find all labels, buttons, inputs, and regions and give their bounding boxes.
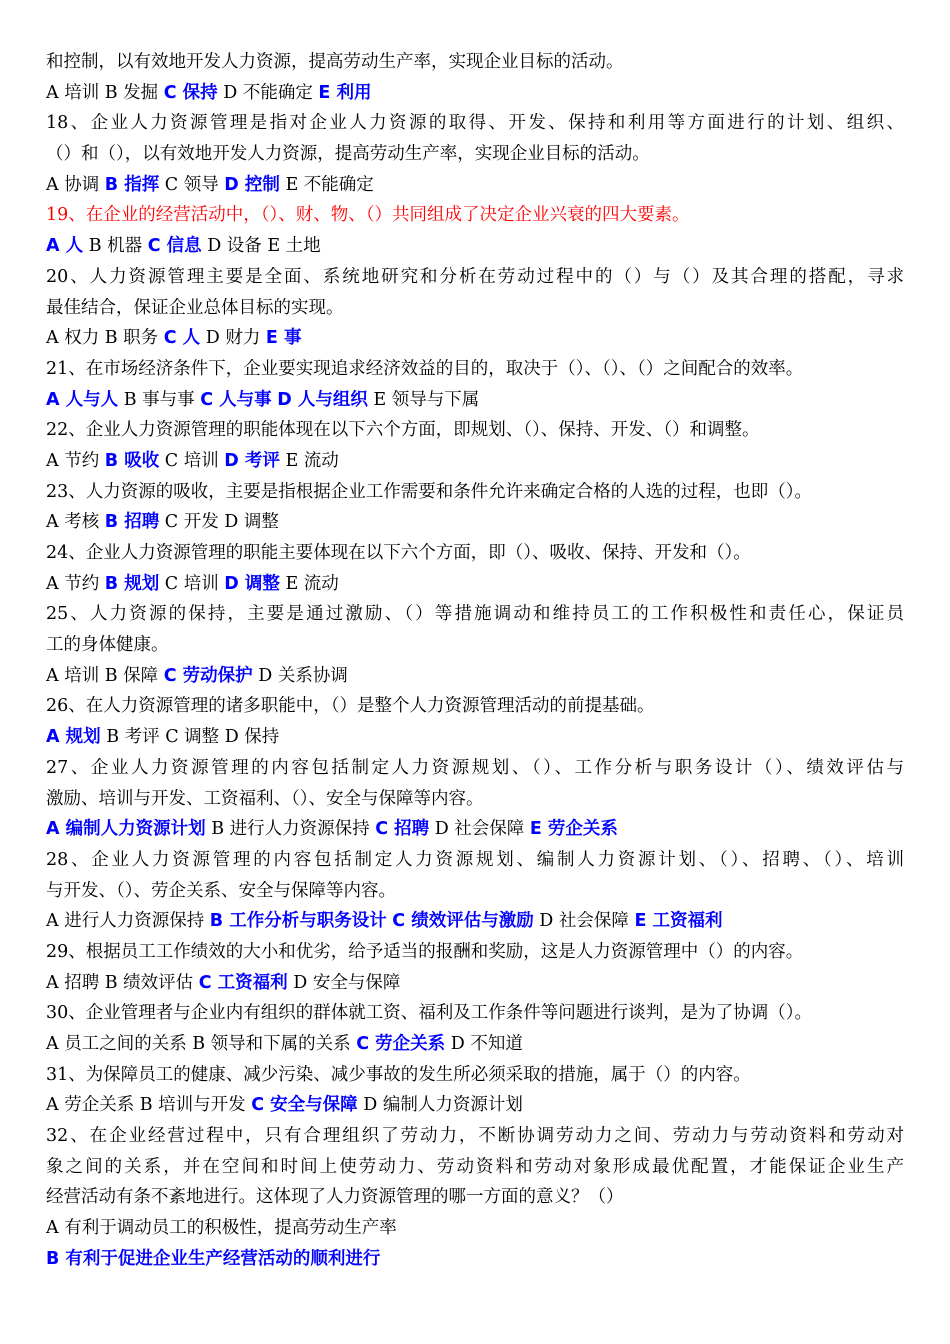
- line-text: D 安全与保障: [287, 972, 401, 993]
- answer-text: C 安全与保障: [251, 1095, 358, 1116]
- text-line: [46, 1029, 904, 1060]
- text-line: [46, 1090, 904, 1121]
- line-text: B 机器: [83, 236, 148, 257]
- answer-text: E 利用: [318, 82, 372, 103]
- text-line: [46, 78, 904, 109]
- line-text: C 培训: [159, 573, 225, 594]
- text-line: [46, 538, 904, 569]
- line-text: A 有利于调动员工的积极性，提高劳动生产率: [46, 1218, 397, 1239]
- line-text: 28、企业人力资源管理的内容包括制定人力资源规划、编制人力资源计划、（）、招聘、（）、培训: [46, 849, 904, 870]
- answer-text: B 有利于促进企业生产经营活动的顺利进行: [46, 1248, 381, 1269]
- text-line: [46, 998, 904, 1029]
- line-text: 和控制，以有效地开发人力资源，提高劳动生产率，实现企业目标的活动。: [46, 52, 624, 72]
- text-line: [46, 876, 904, 907]
- line-text: 24、企业人力资源管理的职能主要体现在以下六个方面，即（）、吸收、保持、开发和（）。: [46, 543, 751, 563]
- text-line: [46, 937, 904, 968]
- answer-text: C 招聘: [375, 819, 430, 840]
- text-line: [46, 1213, 904, 1244]
- line-text: B 进行人力资源保持: [205, 819, 376, 840]
- line-text: A 节约: [46, 573, 105, 594]
- answer-text: E 劳企关系: [529, 819, 618, 840]
- answer-text: A 人与人: [46, 389, 119, 410]
- answer-text: D 控制: [224, 174, 280, 195]
- answer-text: C 劳动保护: [163, 665, 253, 686]
- text-line: [46, 385, 904, 416]
- text-line: [46, 323, 904, 354]
- line-text: 25、人力资源的保持，主要是通过激励、（）等措施调动和维持员工的工作积极性和责任心，保证员: [46, 604, 904, 625]
- text-line: [46, 691, 904, 722]
- line-text: D 关系协调: [252, 665, 348, 686]
- text-line: [46, 47, 904, 78]
- answer-text: D 考评: [224, 450, 280, 471]
- text-line: [46, 814, 904, 845]
- text-line: [46, 293, 904, 324]
- answer-text: C 绩效评估与激励: [392, 911, 534, 932]
- answer-text: C 保持: [163, 82, 218, 103]
- line-text: 22、企业人力资源管理的职能体现在以下六个方面，即规划、（）、保持、开发、（）和调整。: [46, 420, 760, 441]
- text-line: [46, 507, 904, 538]
- text-line: [46, 415, 904, 446]
- text-line: [46, 753, 904, 784]
- text-line: [46, 354, 904, 385]
- line-text: E 领导与下属: [367, 389, 480, 410]
- line-text: D 社会保障: [429, 819, 530, 840]
- text-line: [46, 170, 904, 201]
- line-text: 最佳结合，保证企业总体目标的实现。: [46, 297, 344, 318]
- text-line: [46, 569, 904, 600]
- text-line: [46, 906, 904, 937]
- text-line: [46, 1121, 904, 1152]
- text-line: [46, 446, 904, 477]
- line-text: 31、为保障员工的健康、减少污染、减少事故的发生所必须采取的措施，属于（）的内容。: [46, 1064, 751, 1085]
- line-text: 18、企业人力资源管理是指对企业人力资源的取得、开发、保持和利用等方面进行的计划、组织、: [46, 113, 904, 134]
- line-text: 象之间的关系，并在空间和时间上使劳动力、劳动资料和劳动对象形成最优配置，才能保证企业生产: [46, 1156, 904, 1177]
- line-text: 与开发、（）、劳企关系、安全与保障等内容。: [46, 880, 396, 901]
- answer-text: A 规划: [46, 727, 101, 748]
- line-text: E 不能确定: [279, 174, 374, 195]
- line-text: D 设备 E 土地: [201, 236, 321, 257]
- line-text: D 不知道: [445, 1034, 523, 1054]
- answer-text: B 招聘: [104, 512, 160, 533]
- answer-text: D 人与组织: [277, 389, 368, 410]
- text-line: [46, 200, 904, 231]
- text-line: [46, 1060, 904, 1091]
- line-text: A 考核: [46, 512, 105, 533]
- line-text: A 节约: [46, 450, 105, 471]
- line-text: 26、在人力资源管理的诸多职能中，（）是整个人力资源管理活动的前提基础。: [46, 696, 655, 717]
- line-text: C 领导: [159, 174, 225, 195]
- text-line: [46, 477, 904, 508]
- text-line: [46, 722, 904, 753]
- answer-text: A 编制人力资源计划: [46, 819, 206, 840]
- line-text: A 协调: [46, 174, 105, 195]
- answer-text: C 劳企关系: [356, 1034, 446, 1054]
- line-text: A 员工之间的关系 B 领导和下属的关系: [46, 1034, 357, 1054]
- text-line: [46, 262, 904, 293]
- text-line: [46, 599, 904, 630]
- line-text: D 编制人力资源计划: [357, 1095, 523, 1116]
- line-text: 经营活动有条不紊地进行。这体现了人力资源管理的哪一方面的意义？（）: [46, 1187, 624, 1208]
- answer-text: C 人与事: [200, 389, 272, 410]
- text-line: [46, 1244, 904, 1275]
- line-text: B 考评 C 调整 D 保持: [100, 727, 280, 748]
- line-text: C 开发 D 调整: [159, 512, 279, 533]
- line-text: A 进行人力资源保持: [46, 911, 210, 932]
- answer-text: C 人: [163, 328, 201, 349]
- line-text: 23、人力资源的吸收，主要是指根据企业工作需要和条件允许来确定合格的人选的过程，也即（）。: [46, 481, 813, 502]
- line-text: D 财力: [200, 328, 266, 349]
- answer-text: E 工资福利: [634, 911, 723, 932]
- answer-text: B 指挥: [104, 174, 160, 195]
- text-line: [46, 968, 904, 999]
- answer-text: B 工作分析与职务设计: [209, 911, 387, 932]
- highlighted-question: 19、在企业的经营活动中，（）、财、物、（）共同组成了决定企业兴衰的四大要素。: [46, 205, 690, 226]
- text-line: [46, 630, 904, 661]
- line-text: C 培训: [159, 450, 225, 471]
- line-text: B 事与事: [118, 389, 201, 410]
- line-text: （）和（），以有效地开发人力资源，提高劳动生产率，实现企业目标的活动。: [46, 144, 650, 165]
- line-text: 30、企业管理者与企业内有组织的群体就工资、福利及工作条件等问题进行谈判，是为了协调（）。: [46, 1003, 813, 1024]
- text-line: [46, 1182, 904, 1213]
- text-line: [46, 1152, 904, 1183]
- text-line: [46, 139, 904, 170]
- line-text: A 劳企关系 B 培训与开发: [46, 1095, 252, 1116]
- line-text: 21、在市场经济条件下，企业要实现追求经济效益的目的，取决于（）、（）、（）之间配合的效率。: [46, 358, 804, 379]
- text-line: [46, 108, 904, 139]
- text-line: [46, 845, 904, 876]
- line-text: 32、在企业经营过程中，只有合理组织了劳动力，不断协调劳动力之间、劳动力与劳动资料和劳动对: [46, 1126, 904, 1147]
- answer-text: D 调整: [224, 573, 280, 594]
- line-text: 20、人力资源管理主要是全面、系统地研究和分析在劳动过程中的（）与（）及其合理的搭配，寻求: [46, 266, 904, 287]
- text-line: [46, 661, 904, 692]
- line-text: E 流动: [279, 573, 339, 594]
- line-text: 工的身体健康。: [46, 635, 169, 656]
- answer-text: A 人: [46, 236, 84, 257]
- answer-text: B 规划: [104, 573, 160, 594]
- line-text: D 不能确定: [217, 82, 319, 103]
- answer-text: C 工资福利: [198, 972, 288, 993]
- line-text: E 流动: [279, 450, 339, 471]
- line-text: A 培训 B 保障: [46, 665, 164, 686]
- line-text: A 培训 B 发掘: [46, 82, 164, 103]
- line-text: A 招聘 B 绩效评估: [46, 972, 199, 993]
- line-text: D 社会保障: [533, 911, 635, 932]
- answer-text: B 吸收: [104, 450, 160, 471]
- line-text: 激励、培训与开发、工资福利、（）、安全与保障等内容。: [46, 788, 484, 809]
- answer-text: E 事: [265, 328, 302, 349]
- line-text: 27、企业人力资源管理的内容包括制定人力资源规划、（）、工作分析与职务设计（）、绩效评估与: [46, 757, 904, 778]
- line-text: 29、根据员工工作绩效的大小和优劣，给予适当的报酬和奖励，这是人力资源管理中（）的内容。: [46, 941, 804, 962]
- line-text: A 权力 B 职务: [46, 328, 164, 349]
- text-line: [46, 231, 904, 262]
- text-line: [46, 784, 904, 815]
- answer-text: C 信息: [147, 236, 202, 257]
